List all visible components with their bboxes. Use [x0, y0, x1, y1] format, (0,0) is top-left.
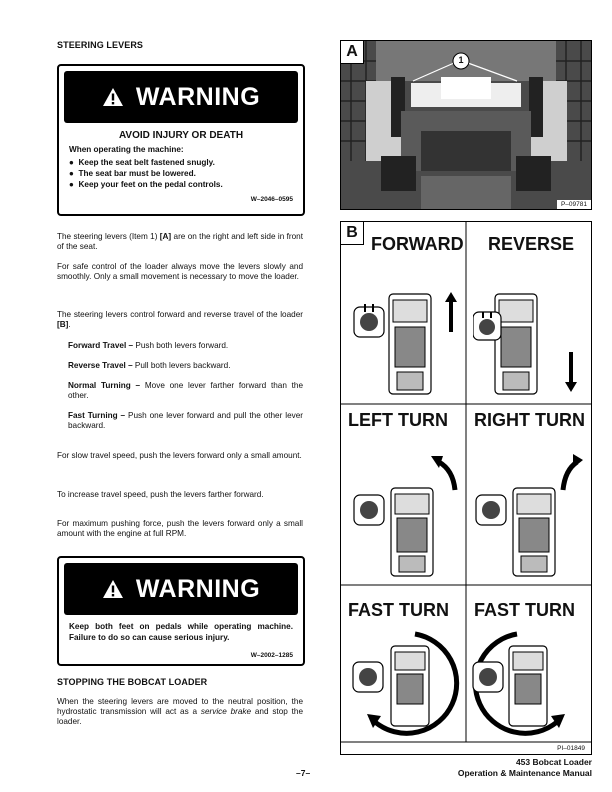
cell-title-reverse: REVERSE	[488, 234, 575, 254]
figure-b-diagram	[340, 221, 592, 755]
paragraph-slow-speed: For slow travel speed, push the levers forward only a small amount.	[57, 451, 302, 460]
footer-model: 453 Bobcat Loader	[515, 757, 592, 767]
definition-forward-travel: Forward Travel – Push both levers forward.	[68, 341, 229, 350]
warning-triangle-icon	[102, 579, 124, 599]
warning-word: WARNING	[135, 574, 261, 603]
definition-normal-turning: Normal Turning – Move one lever farther forward than the other.	[68, 381, 303, 400]
section-title-steering-levers: STEERING LEVERS	[57, 40, 144, 50]
paragraph-increase-speed: To increase travel speed, push the levers farther forward.	[57, 490, 264, 499]
paragraph-pushing-force: For maximum pushing force, push the levers forward only a small amount with the engine at full RPM.	[57, 519, 303, 538]
warning-code: W–2002–1285	[250, 652, 293, 659]
loader-fast-turn-right-illustration	[469, 622, 587, 740]
page-number: –7–	[296, 768, 311, 778]
warning-banner	[64, 71, 298, 123]
warning-text: Keep both feet on pedals while operating machine. Failure to do so can cause serious injury.	[69, 622, 293, 642]
warning-headline: AVOID INJURY OR DEATH	[118, 130, 244, 141]
loader-cab-photo	[341, 41, 591, 209]
cell-title-right-turn: RIGHT TURN	[474, 410, 585, 430]
callout-number: 1	[458, 55, 464, 65]
figure-a-code: P–09781	[557, 200, 591, 209]
warning-box-pedals	[57, 556, 305, 666]
loader-forward-illustration	[351, 282, 461, 402]
warning-bullet: ● Keep your feet on the pedal controls.	[69, 180, 223, 189]
warning-bullet: ● The seat bar must be lowered.	[69, 169, 196, 178]
figure-a-label: A	[341, 41, 364, 64]
warning-banner	[64, 563, 298, 615]
cell-title-fast-turn-left: FAST TURN	[348, 600, 449, 620]
paragraph-travel-control: The steering levers control forward and reverse travel of the loader [B].	[57, 310, 303, 329]
warning-box-seat-belt	[57, 64, 305, 216]
warning-triangle-icon	[102, 87, 124, 107]
cell-title-left-turn: LEFT TURN	[348, 410, 448, 430]
warning-intro: When operating the machine:	[69, 145, 184, 154]
warning-word: WARNING	[135, 82, 261, 111]
cell-title-fast-turn-right: FAST TURN	[474, 600, 575, 620]
loader-right-turn-illustration	[473, 450, 583, 580]
definition-fast-turning: Fast Turning – Push one lever forward and pull the other lever backward.	[68, 411, 304, 430]
loader-fast-turn-left-illustration	[345, 622, 463, 740]
loader-reverse-illustration	[473, 282, 583, 402]
definition-reverse-travel: Reverse Travel – Pull both levers backward.	[68, 361, 231, 370]
paragraph-stopping: When the steering levers are moved to the neutral position, the hydrostatic transmission will act as a service brake and stop the loader.	[57, 697, 303, 726]
paragraph-safe-control: For safe control of the loader always move the levers slowly and smoothly. Only a small movement is necessary to move the loader.	[57, 262, 303, 281]
loader-left-turn-illustration	[351, 450, 461, 580]
section-title-stopping: STOPPING THE BOBCAT LOADER	[57, 677, 208, 687]
figure-b-label: B	[341, 222, 364, 245]
figure-b-code: PI–01849	[557, 745, 585, 752]
footer-manual-title: Operation & Maintenance Manual	[457, 768, 592, 778]
paragraph-steering-levers-location: The steering levers (Item 1) [A] are on the right and left side in front of the seat.	[57, 232, 303, 251]
warning-bullet: ● Keep the seat belt fastened snugly.	[69, 158, 215, 167]
figure-a-photo	[340, 40, 592, 210]
warning-code: W–2046–0595	[250, 196, 293, 203]
cell-title-forward: FORWARD	[371, 234, 464, 254]
